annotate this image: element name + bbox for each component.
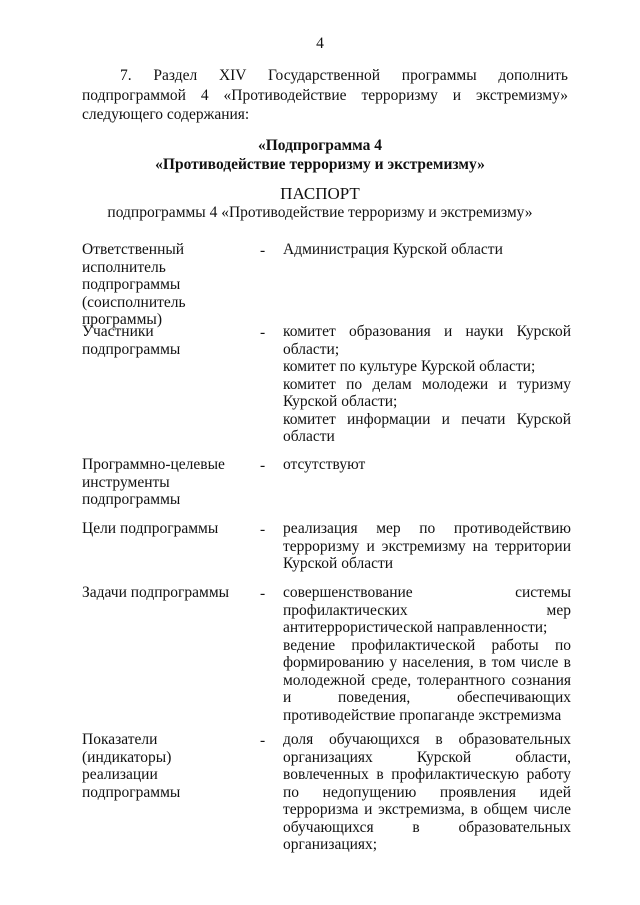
row-value	[283, 323, 571, 446]
row-value	[283, 731, 571, 854]
row-label: Ответственный исполнитель подпрограммы (соисполнитель программы)	[82, 241, 186, 328]
row-value-line: отсутствуют	[283, 456, 366, 473]
row-value-line: реализация мер по противодействию терроризму и экстремизму на территории Курской области	[283, 520, 571, 572]
row-value-line: комитет информации и печати Курской области	[283, 410, 571, 445]
row-value-line: комитет по культуре Курской области;	[283, 358, 536, 375]
page-number: 4	[316, 35, 324, 52]
row-value	[283, 520, 571, 573]
row-label: Участники подпрограммы	[82, 323, 181, 358]
row-label: Показатели (индикаторы) реализации подпрограммы	[82, 731, 181, 801]
row-label: Программно-целевые инструменты подпрограммы	[82, 456, 225, 508]
row-value-line: доля обучающихся в образовательных организациях Курской области, вовлеченных в профилактическую работу по недопущению проявления идей терроризма и экстремизма, в общем числе обучающихся в образовательных организациях;	[283, 731, 571, 853]
row-value-line: Администрация Курской области	[283, 241, 503, 258]
row-dash: -	[260, 457, 266, 474]
row-value	[283, 456, 571, 474]
row-label: Цели подпрограммы	[82, 520, 219, 537]
row-value	[283, 241, 571, 259]
subprogram-title-line2: «Противодействие терроризму и экстремизму»	[155, 156, 485, 173]
row-dash: -	[260, 324, 266, 341]
passport-subtitle: подпрограммы 4 «Противодействие терроризму и экстремизму»	[107, 204, 533, 221]
row-value-line: совершенствование системы профилактических мер антитеррористической направленности;	[283, 584, 571, 636]
subprogram-title-line1: «Подпрограмма 4	[257, 137, 383, 154]
subprogram-title	[0, 136, 640, 174]
passport-title: ПАСПОРТ	[280, 184, 360, 203]
intro-paragraph: 7. Раздел XIV Государственной программы дополнить подпрограммой 4 «Противодействие терроризму и экстремизму» следующего содержания:	[82, 67, 568, 123]
row-value-line: комитет образования и науки Курской области;	[283, 323, 571, 358]
row-dash: -	[260, 732, 266, 749]
row-label: Задачи подпрограммы	[82, 584, 230, 601]
row-value-line: ведение профилактической работы по формированию у населения, в том числе в молодежной среде, толерантного сознания и поведения, обеспечивающих противодействие пропаганде экстремизма	[283, 636, 571, 724]
row-dash: -	[260, 242, 266, 259]
row-value	[283, 584, 571, 724]
row-value-line: комитет по делам молодежи и туризму Курской области;	[283, 375, 571, 410]
row-dash: -	[260, 521, 266, 538]
row-dash: -	[260, 585, 266, 602]
